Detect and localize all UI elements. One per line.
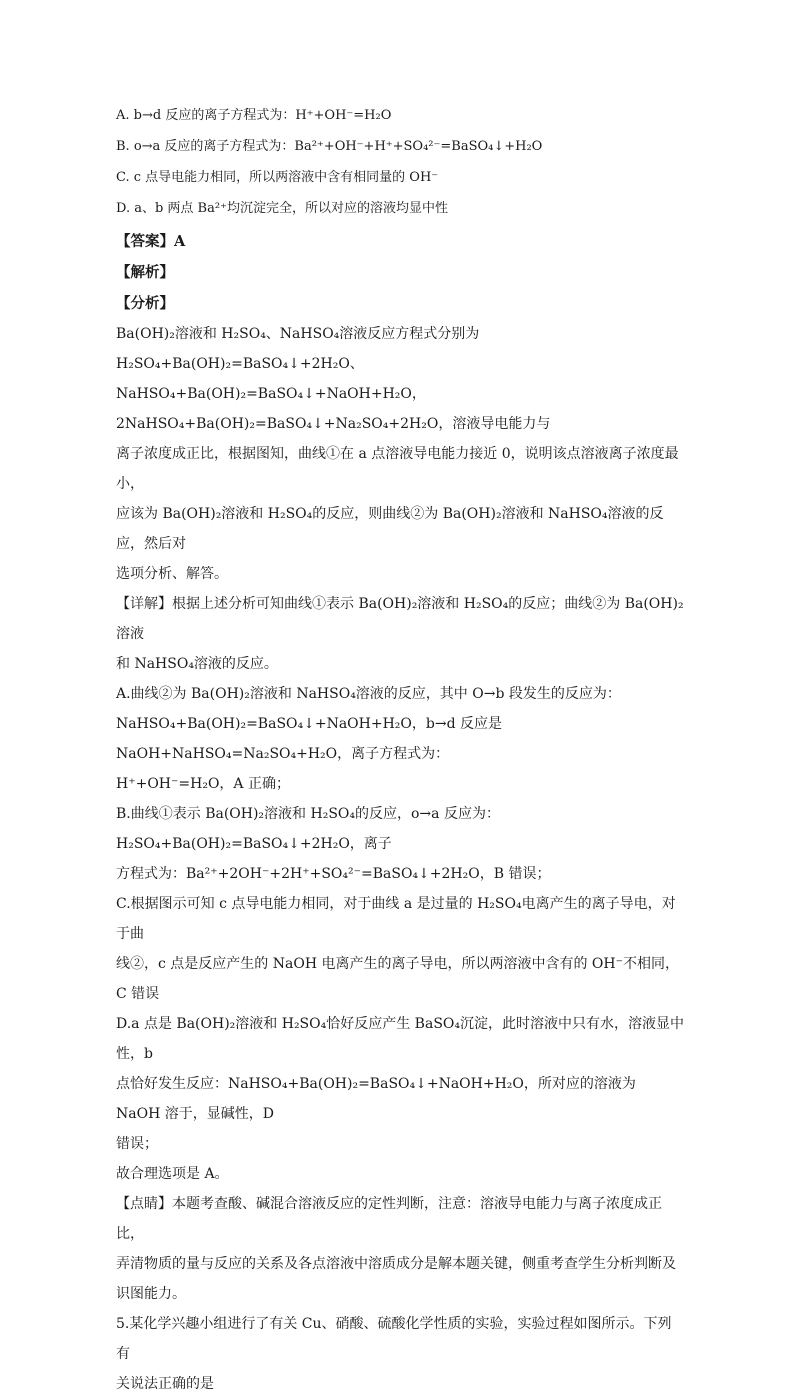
option-c: C. c 点导电能力相同，所以两溶液中含有相同量的 OH⁻ xyxy=(116,170,439,185)
answer-line: 【答案】A xyxy=(116,233,186,250)
comment-line: 【点睛】本题考查酸、碱混合溶液反应的定性判断，注意：溶液导电能力与离子浓度成正比， xyxy=(116,1196,662,1242)
option-b: B. o→a 反应的离子方程式为：Ba²⁺+OH⁻+H⁺+SO₄²⁻=BaSO₄↓+H₂O xyxy=(116,139,543,154)
option-a: A. b→d 反应的离子方程式为：H⁺+OH⁻=H₂O xyxy=(116,108,392,123)
option-d: D. a、b 两点 Ba²⁺均沉淀完全，所以对应的溶液均显中性 xyxy=(116,201,448,216)
fenxi-heading: 【分析】 xyxy=(116,295,174,312)
detail-line: 故合理选项是 A。 xyxy=(116,1166,229,1182)
question-5-line: 关说法正确的是 xyxy=(116,1376,214,1392)
detail-line: B.曲线①表示 Ba(OH)₂溶液和 H₂SO₄的反应，o→a 反应为：H₂SO₄+Ba(OH)₂=BaSO₄↓+2H₂O，离子 xyxy=(116,806,500,852)
detail-line: 点恰好发生反应：NaHSO₄+Ba(OH)₂=BaSO₄↓+NaOH+H₂O，所对应的溶液为 NaOH 溶于，显碱性，D xyxy=(116,1076,636,1122)
detail-line: 【详解】根据上述分析可知曲线①表示 Ba(OH)₂溶液和 H₂SO₄的反应；曲线②为 Ba(OH)₂溶液 xyxy=(116,596,684,642)
fenxi-paragraph xyxy=(116,319,684,589)
detail-line: 线②，c 点是反应产生的 NaOH 电离产生的离子导电，所以两溶液中含有的 OH⁻不相同，C 错误 xyxy=(116,956,679,1002)
detail-line: H⁺+OH⁻=H₂O，A 正确； xyxy=(116,776,290,792)
detail-line: C.根据图示可知 c 点导电能力相同，对于曲线 a 是过量的 H₂SO₄电离产生的离子导电，对于曲 xyxy=(116,896,676,942)
fenxi-line: Ba(OH)₂溶液和 H₂SO₄、NaHSO₄溶液反应方程式分别为 H₂SO₄+Ba(OH)₂=BaSO₄↓+2H₂O、 xyxy=(116,326,480,372)
comment-paragraph xyxy=(116,1189,684,1309)
detail-line: 方程式为：Ba²⁺+2OH⁻+2H⁺+SO₄²⁻=BaSO₄↓+2H₂O，B 错误； xyxy=(116,866,551,882)
question-5-line: 5.某化学兴趣小组进行了有关 Cu、硝酸、硫酸化学性质的实验，实验过程如图所示。下列有 xyxy=(116,1316,672,1362)
fenxi-line: NaHSO₄+Ba(OH)₂=BaSO₄↓+NaOH+H₂O，2NaHSO₄+Ba(OH)₂=BaSO₄↓+Na₂SO₄+2H₂O，溶液导电能力与 xyxy=(116,386,551,432)
detail-line: 和 NaHSO₄溶液的反应。 xyxy=(116,656,278,672)
comment-line: 弄清物质的量与反应的关系及各点溶液中溶质成分是解本题关键，侧重考查学生分析判断及 xyxy=(116,1256,676,1272)
question-5 xyxy=(116,1309,684,1399)
detail-line: 错误； xyxy=(116,1136,158,1152)
detail-line: D.a 点是 Ba(OH)₂溶液和 H₂SO₄恰好反应产生 BaSO₄沉淀，此时溶液中只有水，溶液显中性，b xyxy=(116,1016,684,1062)
analysis-heading: 【解析】 xyxy=(116,264,174,281)
detail-paragraph xyxy=(116,589,684,1189)
fenxi-line: 应该为 Ba(OH)₂溶液和 H₂SO₄的反应，则曲线②为 Ba(OH)₂溶液和 NaHSO₄溶液的反应，然后对 xyxy=(116,506,664,552)
comment-line: 识图能力。 xyxy=(116,1286,186,1302)
detail-line: A.曲线②为 Ba(OH)₂溶液和 NaHSO₄溶液的反应，其中 O→b 段发生的反应为： xyxy=(116,686,621,702)
detail-line: NaHSO₄+Ba(OH)₂=BaSO₄↓+NaOH+H₂O，b→d 反应是 NaOH+NaHSO₄=Na₂SO₄+H₂O，离子方程式为： xyxy=(116,716,502,762)
fenxi-line: 选项分析、解答。 xyxy=(116,566,228,582)
fenxi-line: 离子浓度成正比，根据图知，曲线①在 a 点溶液导电能力接近 0，说明该点溶液离子浓度最小， xyxy=(116,446,679,492)
document-page xyxy=(116,100,684,1399)
